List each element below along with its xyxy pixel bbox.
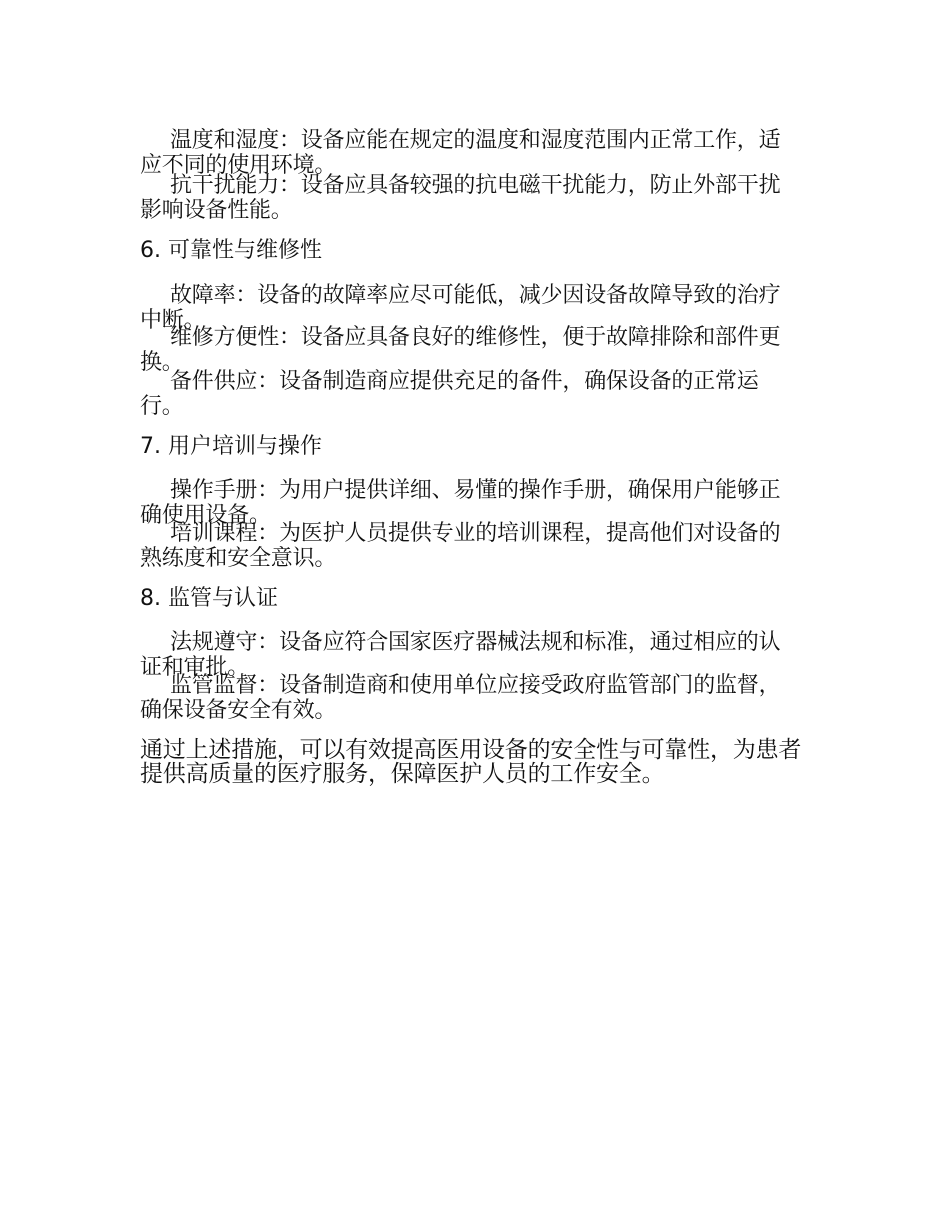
- section-heading-regulation: 8. 监管与认证: [140, 586, 278, 611]
- paragraph-failure-rate: 故障率：设备的故障率应尽可能低，减少因设备故障导致的治疗中断。: [140, 283, 781, 333]
- paragraph-temperature-humidity: 温度和湿度：设备应能在规定的温度和湿度范围内正常工作，适应不同的使用环境。: [140, 128, 781, 178]
- paragraph-anti-interference: 抗干扰能力：设备应具备较强的抗电磁干扰能力，防止外部干扰影响设备性能。: [140, 173, 781, 223]
- paragraph-spare-parts: 备件供应：设备制造商应提供充足的备件，确保设备的正常运行。: [140, 369, 759, 419]
- conclusion-paragraph: 通过上述措施，可以有效提高医用设备的安全性与可靠性，为患者提供高质量的医疗服务，保障医护人员的工作安全。: [140, 737, 802, 787]
- paragraph-training-course: 培训课程：为医护人员提供专业的培训课程，提高他们对设备的熟练度和安全意识。: [140, 521, 781, 571]
- section-heading-reliability: 6. 可靠性与维修性: [140, 238, 322, 263]
- section-heading-training: 7. 用户培训与操作: [140, 434, 322, 459]
- paragraph-compliance: 法规遵守：设备应符合国家医疗器械法规和标准，通过相应的认证和审批。: [140, 630, 781, 680]
- paragraph-manual: 操作手册：为用户提供详细、易懂的操作手册，确保用户能够正确使用设备。: [140, 478, 781, 528]
- paragraph-maintainability: 维修方便性：设备应具备良好的维修性，便于故障排除和部件更换。: [140, 325, 781, 375]
- paragraph-supervision: 监管监督：设备制造商和使用单位应接受政府监管部门的监督，确保设备安全有效。: [140, 673, 781, 723]
